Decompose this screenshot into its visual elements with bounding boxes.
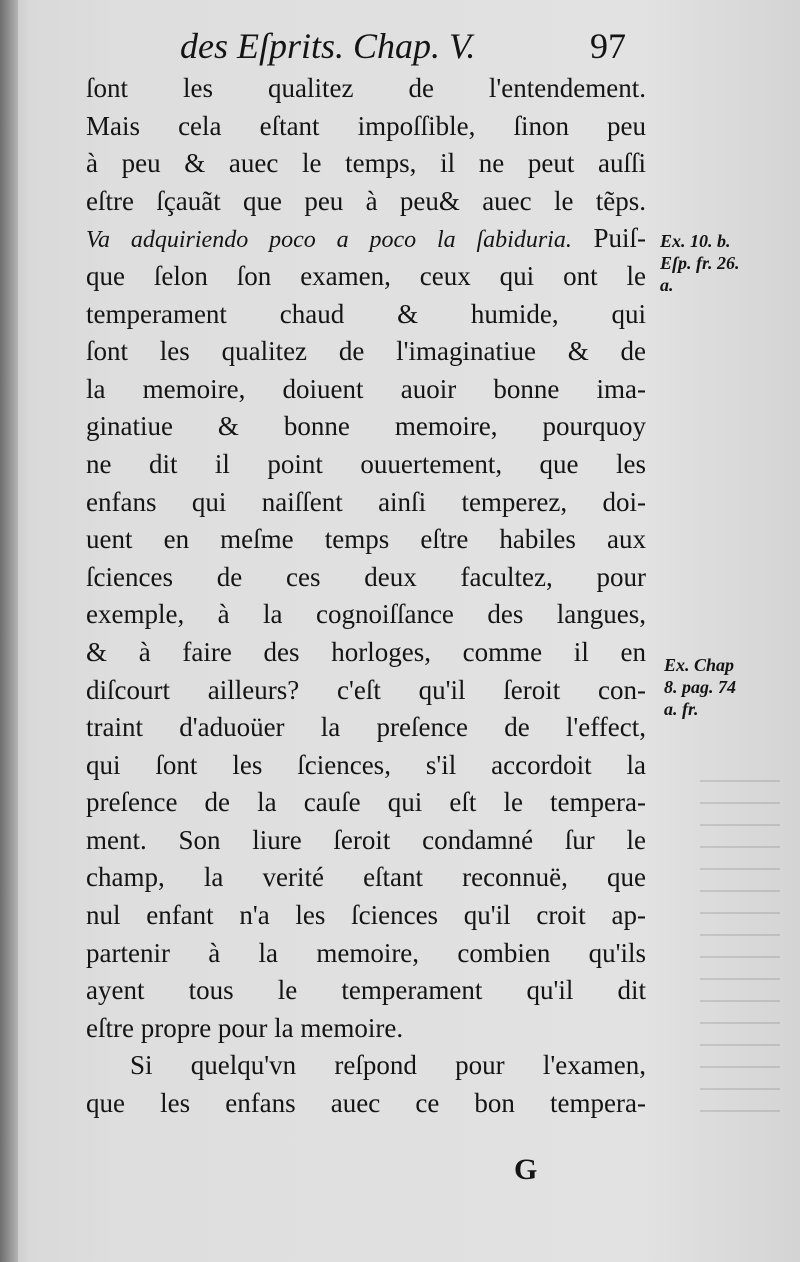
text-line: uent en meſme temps eſtre habiles aux [86,524,646,555]
text-line: nul enfant n'a les ſciences qu'il croit ap- [86,900,646,931]
text-line: eſtre propre pour la memoire. [86,1012,404,1043]
text-line: à peu & auec le temps, il ne peut auſſi [86,148,646,179]
margin-note-line: Ex. Chap [664,655,735,675]
margin-note-line: Eſp. fr. 26. [660,253,740,273]
text-line: traint d'aduoüer la preſence de l'effect, [86,712,646,743]
signature-mark: G [514,1153,538,1186]
running-head-title: des Eſprits. Chap. V. [180,26,476,66]
text-line: ment. Son liure ſeroit condamné ſur le [86,824,646,855]
margin-note-1 [660,230,790,296]
body-text [86,70,646,1123]
text-line: ginatiue & bonne memoire, pourquoy [86,411,646,442]
text-line: ne dit il point ouuertement, que les [86,448,646,479]
page-gutter-shadow [0,0,18,1262]
margin-note-2 [664,654,794,720]
margin-note-line: Ex. 10. b. [660,231,731,251]
text-line: ſont les qualitez de l'imaginatiue & de [86,336,646,367]
running-head [180,22,640,70]
text-line: ſont les qualitez de l'entendement. [86,73,646,103]
margin-note-line: 8. pag. 74 [664,677,736,697]
text-line: la memoire, doiuent auoir bonne ima- [86,373,646,404]
margin-note-line: a. fr. [664,699,699,719]
show-through-bleed [700,780,780,1120]
text-line: exemple, à la cognoiſſance des langues, [86,599,646,630]
text-line: preſence de la cauſe qui eſt le tempera- [86,787,646,818]
text-line: Va adquiriendo poco a poco la ſabiduria. Puiſ- [86,223,646,254]
page-number: 97 [590,26,626,66]
text-line: eſtre ſçauãt que peu à peu& auec le tẽps. [86,185,646,216]
text-line: enfans qui naiſſent ainſi temperez, doi- [86,486,646,517]
text-line: partenir à la memoire, combien qu'ils [86,937,646,968]
text-line: Mais cela eſtant impoſſible, ſinon peu [86,110,646,141]
text-line: qui ſont les ſciences, s'il accordoit la [86,749,646,780]
text-line: temperament chaud & humide, qui [86,298,646,329]
text-line: & à faire des horloges, comme il en [86,636,646,667]
text-line: champ, la verité eſtant reconnuë, que [86,862,646,893]
text-line: ayent tous le temperament qu'il dit [86,975,646,1006]
text-line: Si quelqu'vn reſpond pour l'examen, [130,1050,646,1081]
text-line: diſcourt ailleurs? c'eſt qu'il ſeroit con- [86,674,646,705]
text-line: que les enfans auec ce bon tempera- [86,1088,646,1119]
spanish-quotation: Va adquiriendo poco a poco la ſabiduria. [86,227,572,254]
text-line: que ſelon ſon examen, ceux qui ont le [86,260,646,291]
text-line: ſciences de ces deux facultez, pour [86,561,646,592]
margin-note-line: a. [660,275,674,295]
